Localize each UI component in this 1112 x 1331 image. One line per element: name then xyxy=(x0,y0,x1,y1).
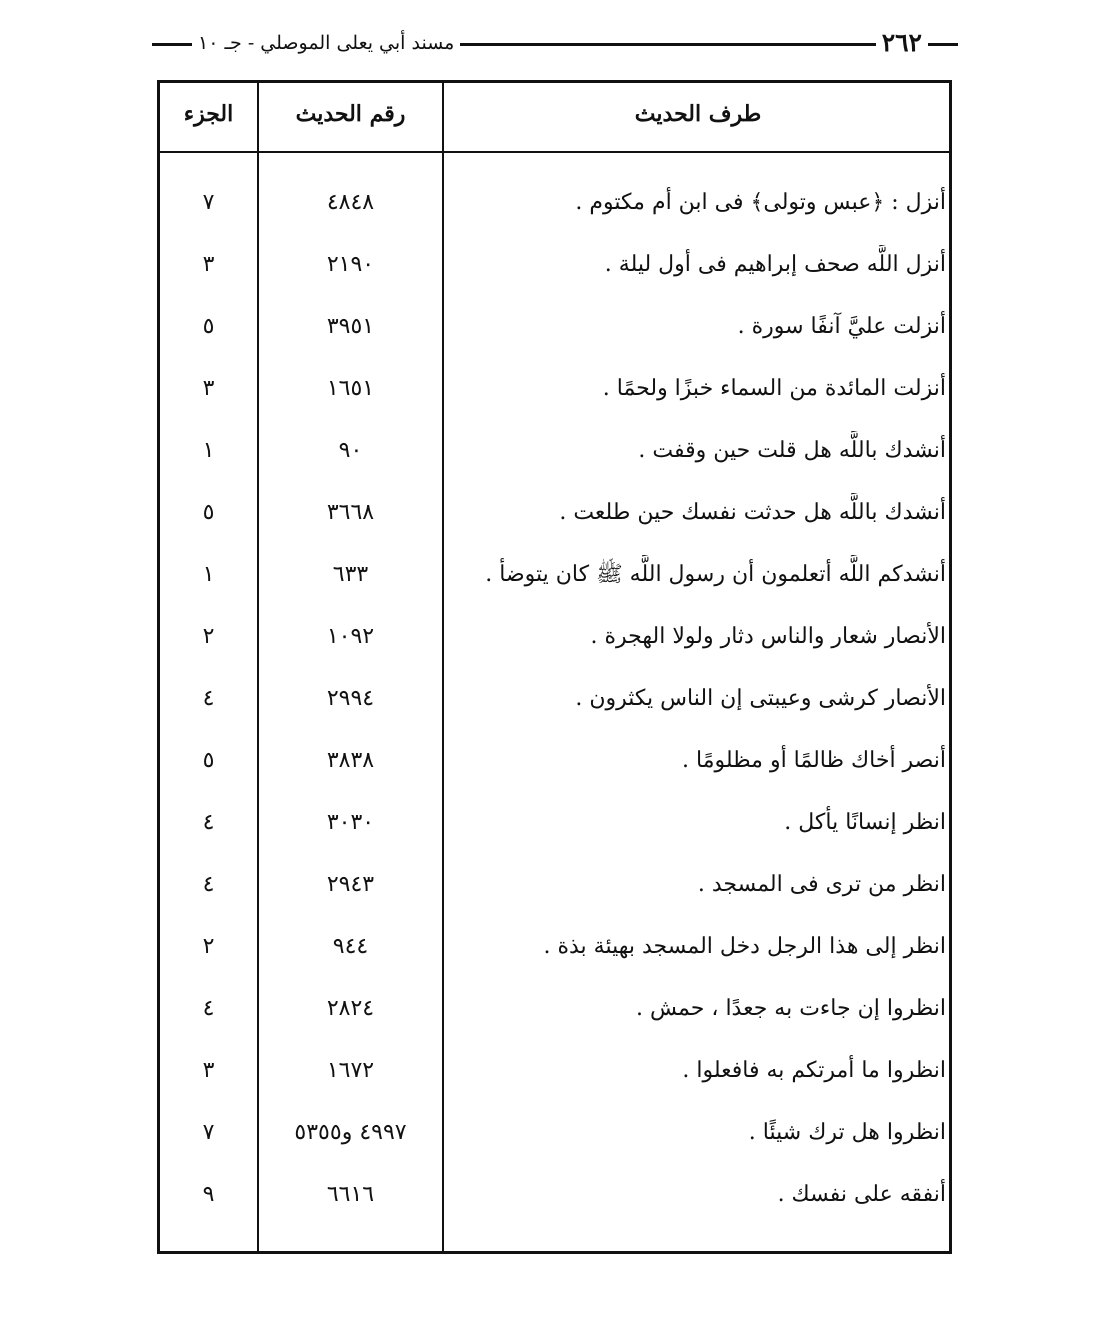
hadith-number: ٣٨٣٨ xyxy=(326,748,375,773)
part-number: ٣ xyxy=(202,252,215,277)
hadith-number: ٢٩٩٤ xyxy=(326,686,375,711)
part-number: ٣ xyxy=(202,1058,215,1083)
hadith-text: انظروا هل ترك شيئًا . xyxy=(748,1120,946,1145)
column-header-text: طرف الحديث xyxy=(634,101,762,127)
hadith-text: أنزل اللَّه صحف إبراهيم فى أول ليلة . xyxy=(604,252,946,277)
hadith-number: ٦٦١٦ xyxy=(326,1182,375,1207)
hadith-text: انظروا إن جاءت به جعدًا ، حمش . xyxy=(636,996,946,1021)
part-number: ٥ xyxy=(202,314,215,339)
hadith-number: ١٠٩٢ xyxy=(326,624,375,649)
table-row xyxy=(160,493,952,555)
table-row xyxy=(160,865,952,927)
table-row xyxy=(160,555,952,617)
hadith-number: ٢١٩٠ xyxy=(326,252,375,277)
hadith-number: ٤٨٤٨ xyxy=(326,190,375,215)
hadith-number: ١٦٥١ xyxy=(326,376,375,401)
table-row xyxy=(160,617,952,679)
hadith-number: ١٦٧٢ xyxy=(326,1058,375,1083)
table-row xyxy=(160,369,952,431)
hadith-text: أنصر أخاك ظالمًا أو مظلومًا . xyxy=(682,748,946,773)
table-row xyxy=(160,1175,952,1237)
hadith-text: انظروا ما أمرتكم به فافعلوا . xyxy=(682,1058,946,1083)
hadith-number: ٣٦٦٨ xyxy=(326,500,375,525)
hadith-text: أنفقه على نفسك . xyxy=(777,1182,946,1207)
hadith-index-table xyxy=(157,80,952,1254)
part-number: ٤ xyxy=(202,872,215,897)
hadith-text: أنزلت المائدة من السماء خبزًا ولحمًا . xyxy=(602,376,946,401)
hadith-text: انظر إنسانًا يأكل . xyxy=(784,810,946,835)
book-title: مسند أبي يعلى الموصلي - جـ ١٠ xyxy=(192,32,460,54)
hadith-text: انظر من ترى فى المسجد . xyxy=(697,872,946,897)
table-row xyxy=(160,183,952,245)
table-row xyxy=(160,927,952,989)
part-number: ١ xyxy=(202,438,215,463)
hadith-number: ٤٩٩٧ و٥٣٥٥ xyxy=(294,1120,407,1145)
hadith-number: ٢٨٢٤ xyxy=(326,996,375,1021)
hadith-text: انظر إلى هذا الرجل دخل المسجد بهيئة بذة . xyxy=(543,934,946,959)
hadith-text: الأنصار كرشى وعيبتى إن الناس يكثرون . xyxy=(575,686,946,711)
column-header-part: الجزء xyxy=(183,101,234,127)
hadith-text: أنزل : ﴿عبس وتولى﴾ فى ابن أم مكتوم . xyxy=(575,190,946,215)
part-number: ٤ xyxy=(202,686,215,711)
table-row xyxy=(160,679,952,741)
part-number: ٤ xyxy=(202,996,215,1021)
table-row xyxy=(160,1051,952,1113)
hadith-text: أنزلت عليَّ آنفًا سورة . xyxy=(737,314,946,339)
table-row xyxy=(160,431,952,493)
hadith-number: ٩٠ xyxy=(338,438,363,463)
hadith-text: أنشدك باللَّه هل قلت حين وقفت . xyxy=(638,438,946,463)
part-number: ٧ xyxy=(202,1120,215,1145)
part-number: ٥ xyxy=(202,748,215,773)
part-number: ٢ xyxy=(202,624,215,649)
part-number: ٣ xyxy=(202,376,215,401)
hadith-number: ٢٩٤٣ xyxy=(326,872,375,897)
header-divider xyxy=(160,151,949,153)
table-row xyxy=(160,1113,952,1175)
part-number: ٢ xyxy=(202,934,215,959)
column-header-number: رقم الحديث xyxy=(295,101,406,127)
table-row xyxy=(160,741,952,803)
hadith-text: أنشدكم اللَّه أتعلمون أن رسول اللَّه ﷺ كان يتوضأ . xyxy=(485,562,946,587)
hadith-number: ٩٤٤ xyxy=(332,934,369,959)
hadith-number: ٦٣٣ xyxy=(332,562,369,587)
page-number: ٢٦٢ xyxy=(876,28,928,57)
hadith-text: أنشدك باللَّه هل حدثت نفسك حين طلعت . xyxy=(559,500,946,525)
table-row xyxy=(160,803,952,865)
part-number: ١ xyxy=(202,562,215,587)
hadith-number: ٣٠٣٠ xyxy=(326,810,375,835)
hadith-text: الأنصار شعار والناس دثار ولولا الهجرة . xyxy=(590,624,946,649)
table-row xyxy=(160,245,952,307)
part-number: ٧ xyxy=(202,190,215,215)
hadith-number: ٣٩٥١ xyxy=(326,314,375,339)
table-row xyxy=(160,307,952,369)
running-head xyxy=(152,24,958,64)
part-number: ٥ xyxy=(202,500,215,525)
table-row xyxy=(160,989,952,1051)
part-number: ٤ xyxy=(202,810,215,835)
part-number: ٩ xyxy=(202,1182,215,1207)
table-body xyxy=(160,183,952,1237)
